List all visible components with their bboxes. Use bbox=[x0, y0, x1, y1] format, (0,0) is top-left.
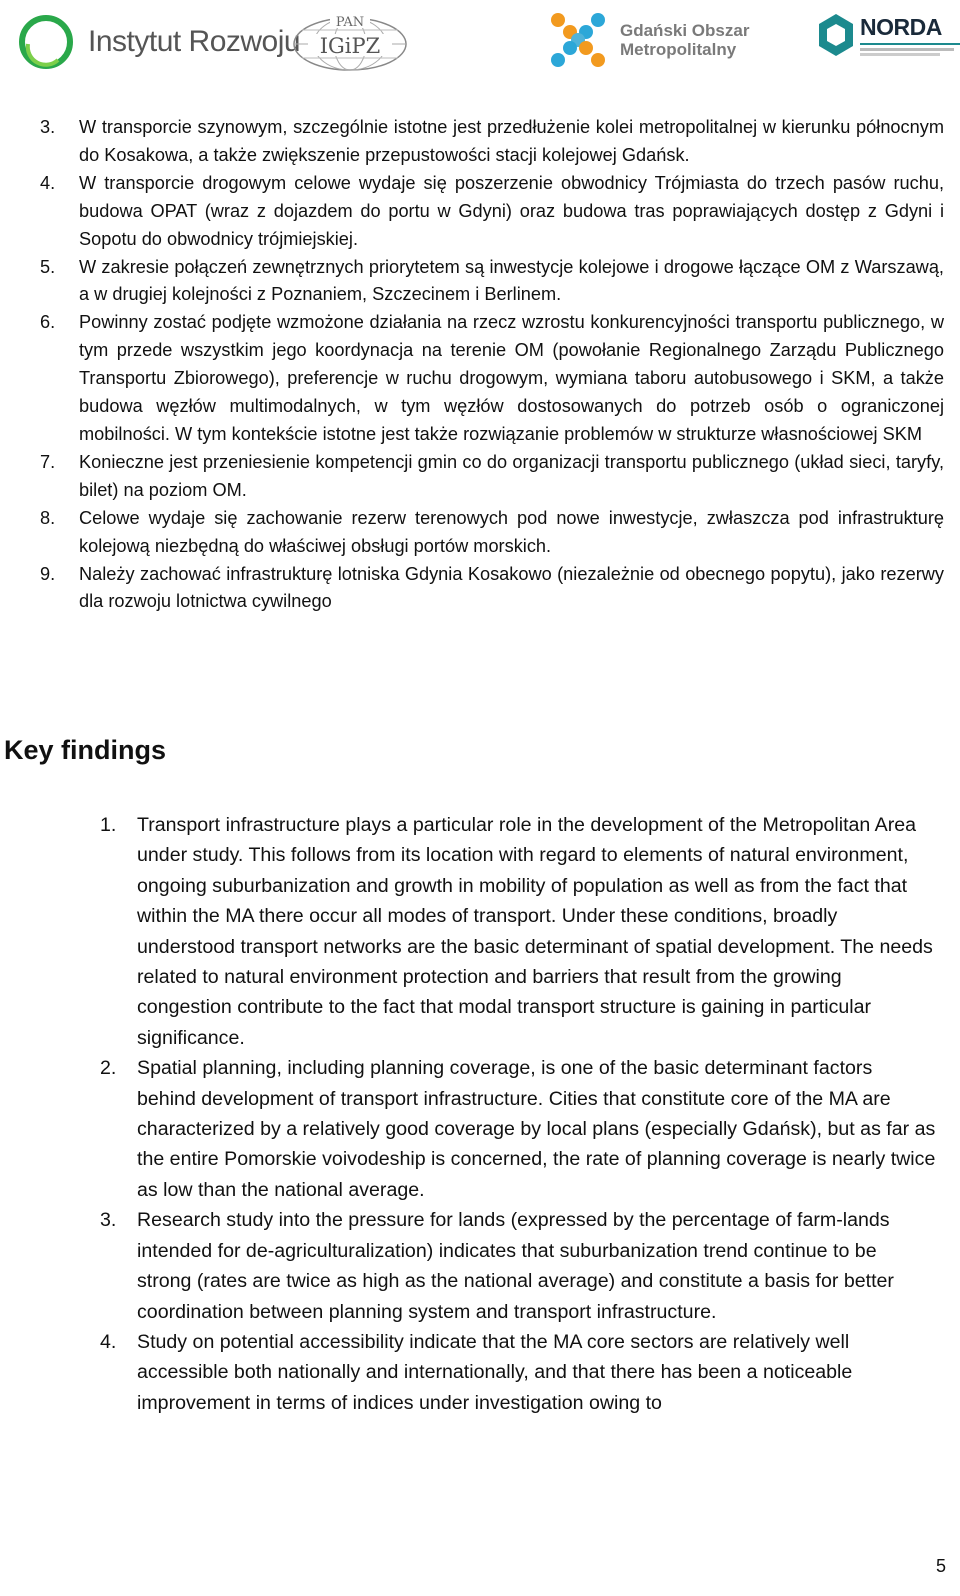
list-item-text: Spatial planning, including planning coverage, is one of the basic determinant factors behind development of transport infrastructure. Cities that constitute core of the MA are characterized by a relatively good coverage by local plans (especially Gdańsk), but as far as the entire Pomorskie voivodeship is concerned, the rate of planning coverage is nearly twice as low than the national average. bbox=[137, 1057, 936, 1201]
list-item-number: 9. bbox=[40, 563, 56, 584]
key-findings-list bbox=[96, 810, 936, 1418]
list-item-text: Transport infrastructure plays a particular role in the development of the Metropolitan Area under study. This follows from its location with regard to elements of natural environment, ongoing suburbanization and growth in mobility of population as well as from the fact that within the MA there occur all modes of transport. Under these conditions, broadly understood transport networks are the basic determinant of spatial development. The needs related to natural environment protection and barriers that result from the growing congestion contribute to the fact that modal transport structure is gaining in particular significance. bbox=[137, 814, 933, 1049]
list-item-number: 4. bbox=[40, 172, 56, 193]
list-item-number: 4. bbox=[100, 1330, 117, 1353]
page-number: 5 bbox=[935, 1556, 946, 1576]
pan-igipz-logo bbox=[290, 10, 410, 74]
list-item-text: Celowe wydaje się zachowanie rezerw terenowych pod nowe inwestycje, zwłaszcza pod infrastrukturę kolejową niezbędną do właściwej obsługi portów morskich. bbox=[79, 507, 944, 556]
list-item-text: Należy zachować infrastrukturę lotniska Gdynia Kosakowo (niezależnie od obecnego popytu), jako rezerwy dla rozwoju lotnictwa cywilnego bbox=[79, 563, 944, 612]
list-item-number: 2. bbox=[100, 1057, 117, 1080]
list-item-text: Research study into the pressure for lands (expressed by the percentage of farm-lands intended for de-agriculturalization) indicates that suburbanization trend continue to be strong (rates are twice as high as the national average) and constitute a basis for better coordination between planning system and transport infrastructure. bbox=[137, 1209, 894, 1323]
list-item-text: W transporcie szynowym, szczególnie istotne jest przedłużenie kolei metropolitalnej w kierunku północnym do Kosakowa, a także zwiększenie przepustowości stacji kolejowej Gdańsk. bbox=[79, 117, 944, 165]
instytut-rozwoju-text: Instytut Rozwoju bbox=[88, 25, 301, 58]
list-item bbox=[96, 1053, 936, 1205]
polish-recommendations-list bbox=[40, 114, 944, 616]
list-item bbox=[40, 505, 944, 561]
gdanski-obszar-logo bbox=[548, 10, 749, 70]
instytut-rozwoju-ring-icon bbox=[18, 14, 74, 70]
list-item bbox=[40, 114, 944, 170]
igipz-label: IGiPZ bbox=[319, 34, 381, 58]
list-item-text: Konieczne jest przeniesienie kompetencji gmin co do organizacji transportu publicznego (układ sieci, taryfy, bilet) na poziom OM. bbox=[79, 451, 944, 500]
instytut-rozwoju-logo bbox=[18, 14, 300, 70]
gdanski-obszar-line2: Metropolitalny bbox=[620, 40, 737, 59]
header-logo-bar bbox=[0, 0, 960, 86]
list-item bbox=[40, 449, 944, 505]
list-item bbox=[96, 1327, 936, 1418]
pan-igipz-globe-icon bbox=[290, 10, 410, 74]
gdanski-obszar-line1: Gdański Obszar bbox=[620, 21, 750, 40]
list-item-number: 6. bbox=[40, 312, 56, 333]
list-item-text: Study on potential accessibility indicate that the MA core sectors are relatively well accessible both nationally and internationally, and that there has been a noticeable improvement in terms of indices under investigation owing to bbox=[137, 1330, 853, 1414]
list-item-number: 1. bbox=[100, 814, 117, 836]
key-findings-heading: Key findings bbox=[4, 735, 167, 765]
list-item bbox=[96, 1205, 936, 1327]
list-item bbox=[40, 309, 944, 449]
list-item-text: Powinny zostać podjęte wzmożone działania na rzecz wzrostu konkurencyjności transportu publicznego, w tym przede wszystkim jego koordynacja na terenie OM (powołanie Regionalnego Zarządu Publicznego Transportu Zbiorowego), preferencje w ruchu drogowym, wymiana taboru autobusowego i SKM, a także budowa węzłów multimodalnych, w tym węzłów dostosowanych do potrzeb osób o ograniczonej mobilności. W tym kontekście istotne jest także rozwiązanie problemów w strukturze własnościowej SKM bbox=[79, 312, 944, 444]
gdanski-obszar-cross-icon bbox=[548, 10, 608, 70]
list-item-number: 3. bbox=[100, 1209, 117, 1232]
norda-hexagon-icon bbox=[816, 12, 856, 58]
list-item-text: W zakresie połączeń zewnętrznych priorytetem są inwestycje kolejowe i drogowe łączące OM z Warszawą, a w drugiej kolejności z Poznaniem, Szczecinem i Berlinem. bbox=[79, 256, 944, 305]
list-item bbox=[40, 254, 944, 310]
list-item-number: 5. bbox=[40, 256, 56, 277]
pan-label: PAN bbox=[335, 15, 365, 30]
list-item-number: 8. bbox=[40, 507, 56, 528]
norda-name: NORDA bbox=[860, 14, 942, 40]
list-item bbox=[40, 561, 944, 617]
list-item bbox=[96, 810, 936, 1053]
list-item-text: W transporcie drogowym celowe wydaje się poszerzenie obwodnicy Trójmiasta do trzech pasów ruchu, budowa OPAT (wraz z dojazdem do portu w Gdyni) oraz budowa tras poprawiających dostęp z Gdyni i Sopotu do obwodnicy trójmiejskiej. bbox=[79, 172, 944, 249]
list-item bbox=[40, 170, 944, 254]
list-item-number: 7. bbox=[40, 451, 56, 472]
list-item-number: 3. bbox=[40, 117, 56, 137]
norda-logo bbox=[816, 12, 960, 58]
